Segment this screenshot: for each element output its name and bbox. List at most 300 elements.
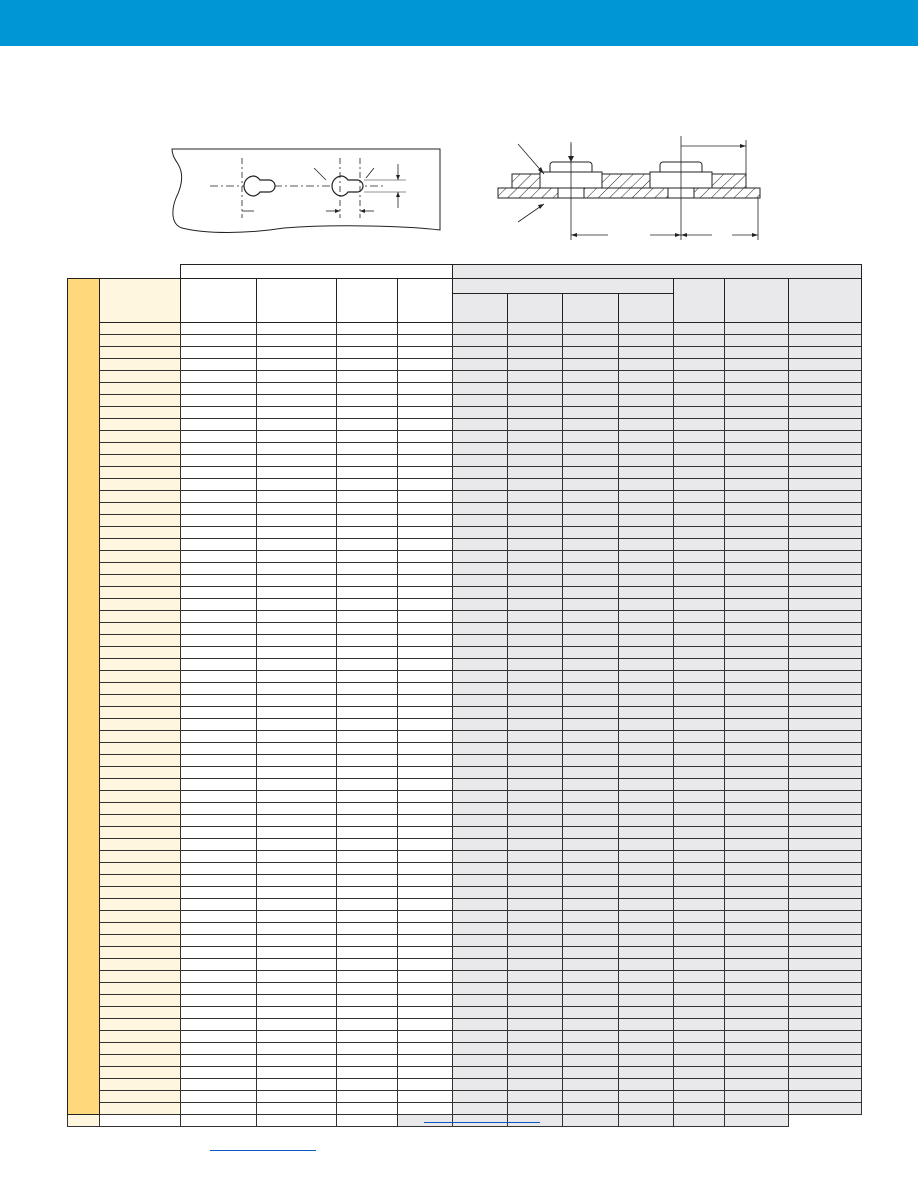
table-cell xyxy=(674,635,725,647)
table-cell xyxy=(725,971,789,983)
table-cell xyxy=(453,455,508,467)
table-cell xyxy=(337,707,398,719)
table-cell xyxy=(674,935,725,947)
part-number-cell xyxy=(100,899,181,911)
part-number-cell xyxy=(100,695,181,707)
part-number-cell xyxy=(100,779,181,791)
table-cell xyxy=(398,335,453,347)
table-cell xyxy=(508,515,563,527)
table-cell xyxy=(453,911,508,923)
table-cell xyxy=(257,1019,337,1031)
table-cell xyxy=(453,1115,508,1127)
table-cell xyxy=(619,323,674,335)
table-cell xyxy=(337,1007,398,1019)
table-cell xyxy=(257,839,337,851)
table-cell xyxy=(508,1103,563,1115)
table-cell xyxy=(181,431,257,443)
header-band xyxy=(0,0,918,46)
table-cell xyxy=(725,899,789,911)
table-cell xyxy=(508,911,563,923)
table-cell xyxy=(619,947,674,959)
table-cell xyxy=(181,983,257,995)
table-cell xyxy=(181,815,257,827)
table-row xyxy=(68,971,862,983)
table-cell xyxy=(181,911,257,923)
table-cell xyxy=(725,875,789,887)
table-cell xyxy=(453,647,508,659)
table-cell xyxy=(789,467,862,479)
table-cell xyxy=(337,323,398,335)
table-cell xyxy=(563,911,619,923)
table-cell xyxy=(337,779,398,791)
table-cell xyxy=(725,1091,789,1103)
table-cell xyxy=(257,983,337,995)
table-cell xyxy=(257,947,337,959)
footer-link-2[interactable] xyxy=(210,1150,316,1151)
table-cell xyxy=(398,479,453,491)
table-cell xyxy=(508,587,563,599)
table-cell xyxy=(398,959,453,971)
table-cell xyxy=(619,791,674,803)
table-cell xyxy=(789,1091,862,1103)
table-row xyxy=(68,503,862,515)
table-cell xyxy=(508,611,563,623)
table-cell xyxy=(619,1043,674,1055)
table-cell xyxy=(563,455,619,467)
table-cell xyxy=(453,635,508,647)
table-cell xyxy=(257,731,337,743)
sub-col-header-4 xyxy=(619,294,674,323)
table-cell xyxy=(789,1067,862,1079)
table-cell xyxy=(398,1043,453,1055)
table-cell xyxy=(337,347,398,359)
table-cell xyxy=(453,743,508,755)
table-cell xyxy=(257,887,337,899)
table-cell xyxy=(257,1031,337,1043)
table-cell xyxy=(789,335,862,347)
table-cell xyxy=(619,983,674,995)
table-cell xyxy=(563,1115,619,1127)
table-cell xyxy=(619,599,674,611)
table-cell xyxy=(725,995,789,1007)
part-number-cell xyxy=(100,539,181,551)
col-header-11 xyxy=(789,279,862,323)
table-cell xyxy=(674,575,725,587)
table-cell xyxy=(453,323,508,335)
table-cell xyxy=(725,419,789,431)
table-cell xyxy=(257,683,337,695)
table-cell xyxy=(789,863,862,875)
table-row xyxy=(68,515,862,527)
part-number-cell xyxy=(100,935,181,947)
table-cell xyxy=(725,827,789,839)
table-cell xyxy=(563,815,619,827)
table-cell xyxy=(674,707,725,719)
table-row xyxy=(68,827,862,839)
table-cell xyxy=(508,575,563,587)
table-cell xyxy=(508,839,563,851)
table-cell xyxy=(508,923,563,935)
table-cell xyxy=(398,647,453,659)
table-cell xyxy=(181,1103,257,1115)
table-cell xyxy=(563,563,619,575)
table-cell xyxy=(181,623,257,635)
part-number-cell xyxy=(100,587,181,599)
table-row xyxy=(68,815,862,827)
table-cell xyxy=(674,467,725,479)
table-cell xyxy=(181,935,257,947)
table-cell xyxy=(398,695,453,707)
table-cell xyxy=(257,827,337,839)
table-cell xyxy=(181,899,257,911)
table-cell xyxy=(789,659,862,671)
table-cell xyxy=(453,791,508,803)
table-cell xyxy=(398,1079,453,1091)
table-cell xyxy=(508,563,563,575)
table-cell xyxy=(674,1067,725,1079)
table-cell xyxy=(508,731,563,743)
table-cell xyxy=(619,707,674,719)
part-number-cell xyxy=(100,611,181,623)
table-cell xyxy=(453,407,508,419)
table-cell xyxy=(337,539,398,551)
table-cell xyxy=(508,791,563,803)
table-row xyxy=(68,539,862,551)
table-cell xyxy=(257,527,337,539)
table-cell xyxy=(619,1031,674,1043)
table-cell xyxy=(453,419,508,431)
table-cell xyxy=(257,395,337,407)
table-cell xyxy=(398,407,453,419)
table-row xyxy=(68,587,862,599)
table-row xyxy=(68,1019,862,1031)
part-number-cell xyxy=(100,827,181,839)
col-header-3 xyxy=(337,279,398,323)
table-row xyxy=(68,371,862,383)
table-cell xyxy=(398,347,453,359)
table-cell xyxy=(508,995,563,1007)
table-cell xyxy=(619,563,674,575)
table-cell xyxy=(453,983,508,995)
table-cell xyxy=(563,1055,619,1067)
table-cell xyxy=(398,563,453,575)
table-cell xyxy=(725,455,789,467)
table-cell xyxy=(674,1103,725,1115)
table-cell xyxy=(508,863,563,875)
table-cell xyxy=(508,323,563,335)
table-cell xyxy=(181,1091,257,1103)
table-cell xyxy=(181,515,257,527)
table-cell xyxy=(563,791,619,803)
table-row xyxy=(68,851,862,863)
table-cell xyxy=(257,971,337,983)
table-cell xyxy=(508,491,563,503)
table-cell xyxy=(398,1031,453,1043)
table-row xyxy=(68,1103,862,1115)
table-cell xyxy=(789,635,862,647)
table-cell xyxy=(398,851,453,863)
table-cell xyxy=(453,467,508,479)
part-number-cell xyxy=(100,995,181,1007)
table-cell xyxy=(181,335,257,347)
table-cell xyxy=(674,563,725,575)
table-cell xyxy=(398,935,453,947)
part-number-cell xyxy=(100,983,181,995)
table-cell xyxy=(563,527,619,539)
table-cell xyxy=(508,1043,563,1055)
table-cell xyxy=(337,695,398,707)
table-cell xyxy=(674,419,725,431)
table-row xyxy=(68,731,862,743)
table-cell xyxy=(257,995,337,1007)
table-cell xyxy=(725,479,789,491)
right-group-header xyxy=(453,265,862,279)
table-cell xyxy=(563,575,619,587)
table-cell xyxy=(674,743,725,755)
part-number-cell xyxy=(100,803,181,815)
table-cell xyxy=(181,803,257,815)
table-cell xyxy=(398,719,453,731)
table-cell xyxy=(563,443,619,455)
table-cell xyxy=(674,1115,725,1127)
table-cell xyxy=(674,599,725,611)
part-number-cell xyxy=(68,1115,100,1127)
table-cell xyxy=(181,1067,257,1079)
table-cell xyxy=(453,659,508,671)
table-cell xyxy=(619,863,674,875)
table-cell xyxy=(181,551,257,563)
table-cell xyxy=(337,623,398,635)
part-number-cell xyxy=(100,767,181,779)
sub-col-header-1 xyxy=(453,294,508,323)
table-cell xyxy=(674,755,725,767)
table-cell xyxy=(337,1091,398,1103)
table-cell xyxy=(257,803,337,815)
table-cell xyxy=(789,395,862,407)
table-cell xyxy=(619,479,674,491)
table-cell xyxy=(181,971,257,983)
table-cell xyxy=(181,1079,257,1091)
table-cell xyxy=(619,887,674,899)
part-number-cell xyxy=(100,347,181,359)
table-cell xyxy=(257,539,337,551)
table-row xyxy=(68,575,862,587)
table-cell xyxy=(508,635,563,647)
table-cell xyxy=(453,347,508,359)
table-cell xyxy=(508,1031,563,1043)
table-cell xyxy=(398,1103,453,1115)
table-cell xyxy=(398,395,453,407)
table-cell xyxy=(619,911,674,923)
table-cell xyxy=(619,647,674,659)
table-cell xyxy=(257,599,337,611)
table-cell xyxy=(789,815,862,827)
table-cell xyxy=(337,395,398,407)
table-cell xyxy=(725,407,789,419)
table-cell xyxy=(789,875,862,887)
table-cell xyxy=(619,491,674,503)
table-cell xyxy=(257,419,337,431)
footer-link-1[interactable] xyxy=(424,1122,540,1123)
table-row xyxy=(68,1091,862,1103)
table-cell xyxy=(674,803,725,815)
table-cell xyxy=(563,515,619,527)
table-cell xyxy=(257,935,337,947)
part-number-cell xyxy=(100,731,181,743)
table-cell xyxy=(674,683,725,695)
table-cell xyxy=(508,479,563,491)
part-number-cell xyxy=(100,887,181,899)
table-cell xyxy=(789,791,862,803)
table-cell xyxy=(257,875,337,887)
table-cell xyxy=(725,347,789,359)
table-cell xyxy=(563,323,619,335)
table-cell xyxy=(725,767,789,779)
table-cell xyxy=(508,1091,563,1103)
table-cell xyxy=(725,491,789,503)
table-cell xyxy=(453,1043,508,1055)
col-header-4 xyxy=(398,279,453,323)
table-cell xyxy=(789,491,862,503)
table-cell xyxy=(181,875,257,887)
part-number-header xyxy=(100,279,181,323)
table-cell xyxy=(257,383,337,395)
table-cell xyxy=(181,347,257,359)
table-cell xyxy=(337,1043,398,1055)
table-cell xyxy=(181,443,257,455)
table-cell xyxy=(619,731,674,743)
table-cell xyxy=(398,875,453,887)
table-cell xyxy=(508,467,563,479)
table-cell xyxy=(257,635,337,647)
table-cell xyxy=(563,971,619,983)
table-row xyxy=(68,563,862,575)
table-row xyxy=(68,803,862,815)
table-cell xyxy=(789,839,862,851)
table-row xyxy=(68,1007,862,1019)
table-cell xyxy=(181,563,257,575)
table-cell xyxy=(398,947,453,959)
table-cell xyxy=(508,1079,563,1091)
table-row xyxy=(68,1055,862,1067)
table-cell xyxy=(257,719,337,731)
table-cell xyxy=(674,911,725,923)
table-cell xyxy=(453,779,508,791)
table-cell xyxy=(337,947,398,959)
table-cell xyxy=(337,479,398,491)
table-cell xyxy=(257,455,337,467)
table-cell xyxy=(674,431,725,443)
table-cell xyxy=(789,527,862,539)
table-cell xyxy=(619,611,674,623)
table-cell xyxy=(508,455,563,467)
table-cell xyxy=(453,767,508,779)
table-cell xyxy=(725,803,789,815)
table-cell xyxy=(508,407,563,419)
table-cell xyxy=(453,395,508,407)
table-cell xyxy=(257,479,337,491)
table-cell xyxy=(508,959,563,971)
table-cell xyxy=(508,419,563,431)
part-number-cell xyxy=(100,515,181,527)
table-cell xyxy=(725,527,789,539)
table-cell xyxy=(619,815,674,827)
table-cell xyxy=(181,395,257,407)
table-cell xyxy=(619,767,674,779)
table-cell xyxy=(674,1031,725,1043)
table-cell xyxy=(508,383,563,395)
table-row xyxy=(68,491,862,503)
part-number-cell xyxy=(100,1031,181,1043)
table-cell xyxy=(563,611,619,623)
table-cell xyxy=(619,935,674,947)
table-cell xyxy=(674,587,725,599)
table-cell xyxy=(453,599,508,611)
fastener-cross-section-drawing xyxy=(494,132,774,244)
table-cell xyxy=(674,851,725,863)
table-row xyxy=(68,1067,862,1079)
table-cell xyxy=(337,995,398,1007)
table-cell xyxy=(563,1043,619,1055)
table-cell xyxy=(674,971,725,983)
table-cell xyxy=(181,1007,257,1019)
table-cell xyxy=(257,467,337,479)
part-number-cell xyxy=(100,575,181,587)
table-cell xyxy=(257,779,337,791)
table-cell xyxy=(619,659,674,671)
table-cell xyxy=(257,503,337,515)
table-row xyxy=(68,911,862,923)
table-cell xyxy=(725,779,789,791)
table-cell xyxy=(257,743,337,755)
table-row xyxy=(68,959,862,971)
part-number-cell xyxy=(100,479,181,491)
table-cell xyxy=(725,1031,789,1043)
table-cell xyxy=(257,359,337,371)
table-cell xyxy=(563,1091,619,1103)
table-cell xyxy=(181,755,257,767)
table-row xyxy=(68,467,862,479)
table-cell xyxy=(453,683,508,695)
table-cell xyxy=(563,599,619,611)
table-cell xyxy=(337,755,398,767)
table-cell xyxy=(181,1019,257,1031)
table-cell xyxy=(508,947,563,959)
table-cell xyxy=(789,1043,862,1055)
table-cell xyxy=(674,947,725,959)
table-cell xyxy=(398,731,453,743)
table-cell xyxy=(725,1067,789,1079)
table-cell xyxy=(508,551,563,563)
table-cell xyxy=(337,899,398,911)
table-row xyxy=(68,719,862,731)
table-cell xyxy=(563,479,619,491)
table-cell xyxy=(725,443,789,455)
table-cell xyxy=(508,599,563,611)
table-cell xyxy=(398,923,453,935)
table-row xyxy=(68,1079,862,1091)
table-cell xyxy=(398,671,453,683)
table-cell xyxy=(789,323,862,335)
table-cell xyxy=(674,335,725,347)
table-cell xyxy=(725,1019,789,1031)
table-cell xyxy=(789,431,862,443)
table-cell xyxy=(674,791,725,803)
table-cell xyxy=(789,767,862,779)
table-cell xyxy=(674,395,725,407)
table-cell xyxy=(619,839,674,851)
table-cell xyxy=(398,611,453,623)
